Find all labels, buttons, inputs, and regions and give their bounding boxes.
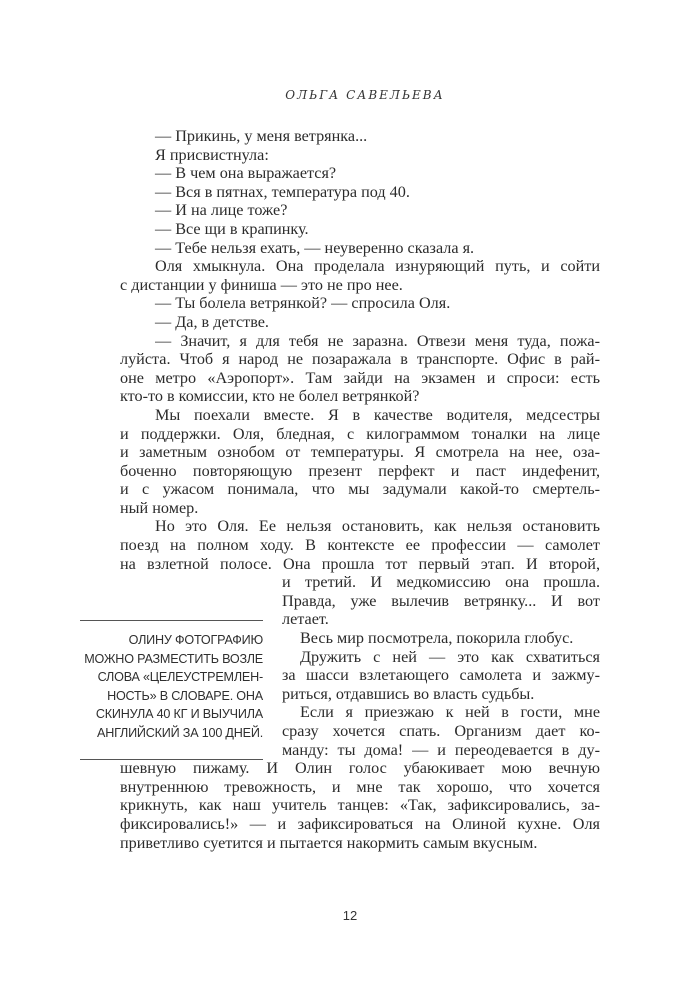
text-line: Весь мир посмотрела, покорила глобус. xyxy=(300,629,574,648)
text-line: Оля хмыкнула. Она проделала изнуряющий путь, и сойти xyxy=(155,257,600,276)
text-line: на взлетной полосе. Она прошла тот первый этап. И второй, xyxy=(120,554,600,573)
text-line: за шасси взлетающего самолета и зажму- xyxy=(282,666,600,685)
text-line: и третий. И медкомиссию она прошла. xyxy=(282,573,600,592)
text-line: Правда, уже вылечив ветрянку... И вот xyxy=(282,591,600,610)
text-line: фиксировались!» — и зафиксироваться на Олиной кухне. Оля xyxy=(120,814,600,833)
text-line: — Значит, я для тебя не заразна. Отвези меня туда, пожа- xyxy=(155,331,600,350)
text-line: Мы поехали вместе. Я в качестве водителя, медсестры xyxy=(155,405,600,424)
text-line: — Вся в пятнах, температура под 40. xyxy=(155,182,410,201)
pull-quote-line: АНГЛИЙСКИЙ ЗА 100 ДНЕЙ. xyxy=(97,725,263,740)
pull-quote-line: МОЖНО РАЗМЕСТИТЬ ВОЗЛЕ xyxy=(84,651,263,666)
text-line: Я присвистнула: xyxy=(155,145,269,164)
running-head: ОЛЬГА САВЕЛЬЕВА xyxy=(285,88,445,102)
pull-quote-line: СЛОВА «ЦЕЛЕУСТРЕМЛЕН- xyxy=(97,670,263,685)
text-line: манду: ты дома! — и переодевается в ду- xyxy=(282,740,600,759)
pull-quote-line: СКИНУЛА 40 КГ И ВЫУЧИЛА xyxy=(95,707,263,722)
text-line: с дистанции у финиша — это не про нее. xyxy=(120,275,403,294)
text-line: ный номер. xyxy=(120,498,199,517)
text-line: боченно повторяющую презент перфект и паст индефенит, xyxy=(120,461,600,480)
pull-quote-line: НОСТЬ» В СЛОВАРЕ. ОНА xyxy=(107,688,263,703)
text-line: оне метро «Аэропорт». Там зайди на экзамен и спроси: есть xyxy=(120,368,600,387)
text-line: крикнуть, как наш учитель танцев: «Так, зафиксировались, за- xyxy=(120,796,600,815)
text-line: Если я приезжаю к ней в гости, мне xyxy=(300,703,600,722)
text-line: — Прикинь, у меня ветрянка... xyxy=(155,127,368,145)
text-line: луйста. Чтоб я народ не позаражала в транспорте. Офис в рай- xyxy=(120,350,600,369)
text-line: — И на лице тоже? xyxy=(155,201,288,220)
text-line: — Да, в детстве. xyxy=(155,312,269,331)
page-number: 12 xyxy=(342,908,358,923)
text-line: и заметным ознобом от температуры. Я смотрела на нее, оза- xyxy=(120,443,600,462)
pull-quote-sidebar xyxy=(80,620,263,760)
text-line: поезд на полном ходу. В контексте ее профессии — самолет xyxy=(120,536,600,555)
text-line: — Все щи в крапинку. xyxy=(155,219,309,238)
text-line: внутреннюю тревожность, и мне так хорошо, что хочется xyxy=(120,777,600,796)
text-line: риться, отдавшись во власть судьбы. xyxy=(282,684,535,703)
text-line: шевную пижаму. И Олин голос убаюкивает мою вечную xyxy=(120,759,600,778)
text-line: Но это Оля. Ее нельзя остановить, как нельзя остановить xyxy=(155,517,600,536)
text-line: летает. xyxy=(282,610,329,629)
pull-quote-line: ОЛИНУ ФОТОГРАФИЮ xyxy=(128,633,263,647)
text-line: и поддержки. Оля, бледная, с килограммом тоналки на лице xyxy=(120,424,600,443)
text-line: кто-то в комиссии, кто не болел ветрянкой? xyxy=(120,387,420,406)
text-line: — В чем она выражается? xyxy=(155,164,337,183)
text-line: — Тебе нельзя ехать, — неуверенно сказала я. xyxy=(155,238,475,257)
text-line: и с ужасом понимала, что мы задумали какой-то смертель- xyxy=(120,480,600,499)
text-line: — Ты болела ветрянкой? — спросила Оля. xyxy=(155,294,451,313)
text-line: приветливо суетится и пытается накормить самым вкусным. xyxy=(120,833,538,852)
pull-quote-text xyxy=(84,631,263,743)
text-line: сразу хочется спать. Организм дает ко- xyxy=(282,722,600,740)
text-line: Дружить с ней — это как схватиться xyxy=(300,647,600,666)
